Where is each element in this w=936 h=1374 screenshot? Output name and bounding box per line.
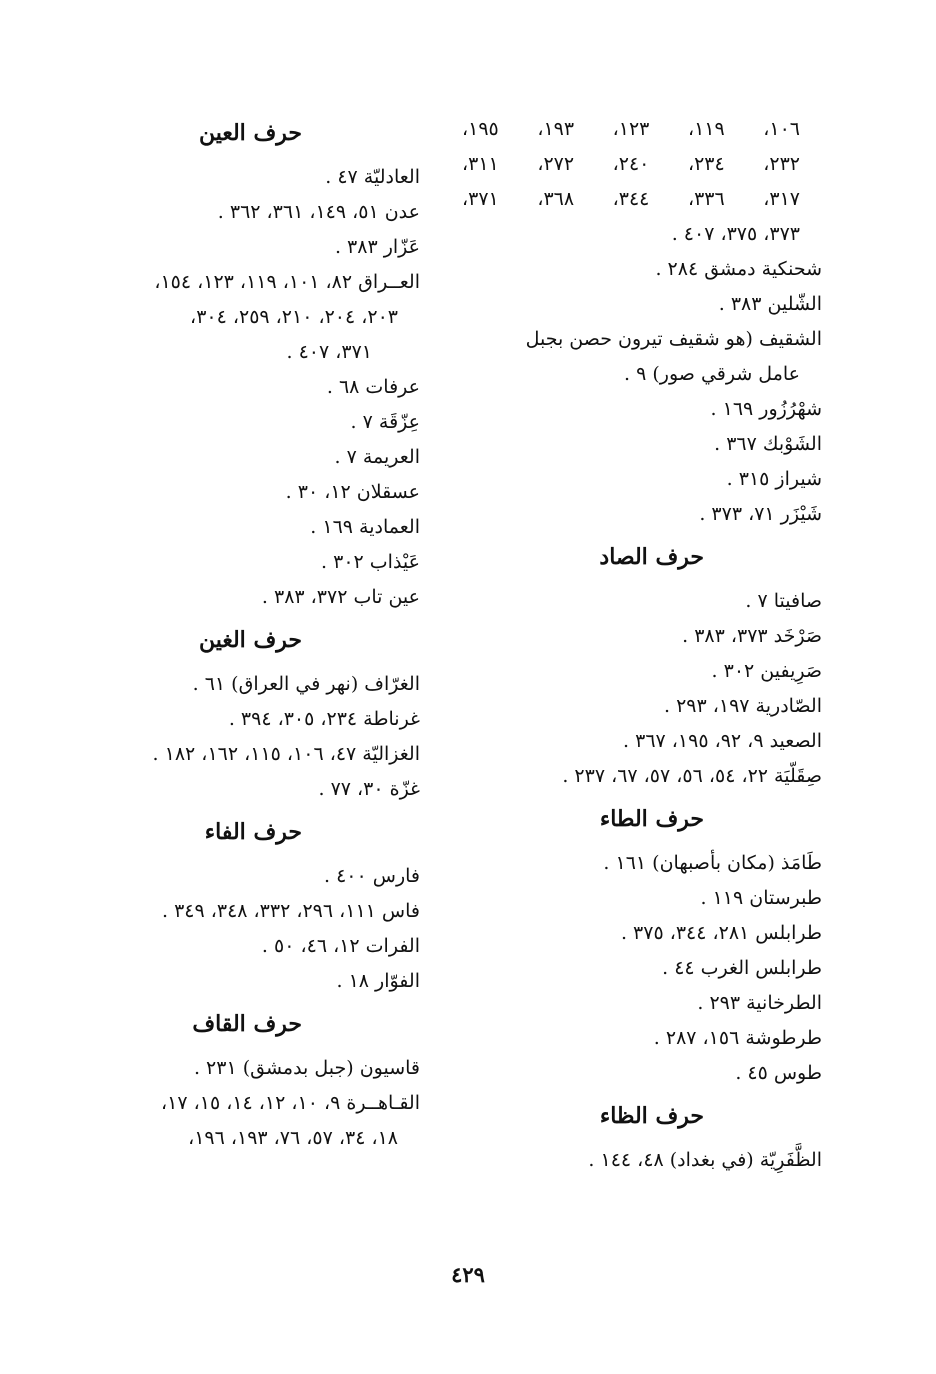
index-entry: الفوّار ١٨ . — [336, 970, 420, 992]
section-heading-za: حرف الظاء — [599, 1103, 704, 1129]
index-entry: شَيْزَر ٧١، ٣٧٣ . — [699, 503, 822, 525]
index-line: ١٠٦، ١١٩، ١٢٣، ١٩٣، ١٩٥، — [462, 118, 801, 140]
index-entry: الشَوْبك ٣٦٧ . — [714, 433, 822, 455]
index-entry: الفرات ١٢، ٤٦، ٥٠ . — [261, 935, 420, 957]
index-entry: صِقَلّيَة ٢٢، ٥٤، ٥٦، ٥٧، ٦٧، ٢٣٧ . — [562, 765, 822, 787]
index-entry: فاس ١١١، ٢٩٦، ٣٣٢، ٣٤٨، ٣٤٩ . — [161, 900, 420, 922]
index-entry: طبرستان ١١٩ . — [700, 887, 822, 909]
index-entry: صَرْخَد ٣٧٣، ٣٨٣ . — [682, 625, 822, 647]
index-entry: العادليّة ٤٧ . — [325, 166, 420, 188]
index-entry: الظَّفَرِيّة (في بغداد) ٤٨، ١٤٤ . — [588, 1149, 822, 1171]
index-entry: عَيْذاب ٣٠٢ . — [321, 551, 420, 573]
index-entry: طوس ٤٥ . — [735, 1062, 822, 1084]
index-entry: الطرخانية ٢٩٣ . — [697, 992, 822, 1014]
index-entry-continuation: عامل شرقي صور) ٩ . — [624, 363, 800, 385]
index-entry: عين تاب ٣٧٢، ٣٨٣ . — [261, 586, 420, 608]
index-entry: فارس ٤٠٠ . — [324, 865, 420, 887]
index-entry: غرناطة ٢٣٤، ٣٠٥، ٣٩٤ . — [228, 708, 420, 730]
section-heading-qaf: حرف القاف — [192, 1011, 302, 1037]
index-entry: عِزّقَة ٧ . — [350, 411, 420, 433]
index-entry-continuation: ٢٠٣، ٢٠٤، ٢١٠، ٢٥٩، ٣٠٤، — [190, 306, 398, 328]
index-entry: العمادية ١٦٩ . — [310, 516, 420, 538]
index-line: ٣١٧، ٣٣٦، ٣٤٤، ٣٦٨، ٣٧١، — [462, 188, 801, 210]
index-entry: العــراق ٨٢، ١٠١، ١١٩، ١٢٣، ١٥٤، — [154, 271, 420, 293]
index-entry: طرطوشة ١٥٦، ٢٨٧ . — [653, 1027, 822, 1049]
index-entry: طَامَذ (مكان بأصبهان) ١٦١ . — [603, 852, 822, 874]
section-heading-sad: حرف الصاد — [599, 544, 704, 570]
section-heading-fa: حرف الفاء — [204, 819, 302, 845]
index-entry: عدن ٥١، ١٤٩، ٣٦١، ٣٦٢ . — [217, 201, 420, 223]
left-column — [70, 112, 420, 1156]
index-entry: الشقيف (هو شقيف تيرون حصن بجبل — [525, 328, 822, 350]
index-entry: عَزّار ٣٨٣ . — [334, 236, 420, 258]
index-entry: الصعيد ٩، ٩٢، ١٩٥، ٣٦٧ . — [623, 730, 822, 752]
index-entry: شحنكية دمشق ٢٨٤ . — [655, 258, 822, 280]
index-entry: القـاهــرة ٩، ١٠، ١٢، ١٤، ١٥، ١٧، — [161, 1092, 420, 1114]
index-entry-continuation: ١٨، ٣٤، ٥٧، ٧٦، ١٩٣، ١٩٦، — [188, 1127, 398, 1149]
index-entry: الصّادرية ١٩٧، ٢٩٣ . — [664, 695, 822, 717]
index-line: ٢٣٢، ٢٣٤، ٢٤٠، ٢٧٢، ٣١١، — [462, 153, 801, 175]
index-entry: عسقلان ١٢، ٣٠ . — [285, 481, 420, 503]
index-entry: طرابلس ٢٨١، ٣٤٤، ٣٧٥ . — [620, 922, 822, 944]
index-entry: صَرِيفين ٣٠٢ . — [711, 660, 822, 682]
index-entry: صافيتا ٧ . — [745, 590, 822, 612]
index-entry: العريمة ٧ . — [334, 446, 420, 468]
index-entry: قاسيون (جبل بدمشق) ٢٣١ . — [193, 1057, 420, 1079]
page-number: ٤٢٩ — [451, 1262, 485, 1287]
section-heading-ghain: حرف الغين — [198, 627, 302, 653]
index-line: ٣٧٣، ٣٧٥، ٤٠٧ . — [671, 223, 800, 245]
index-entry: طرابلس الغرب ٤٤ . — [662, 957, 822, 979]
index-entry-continuation: ٣٧١، ٤٠٧ . — [286, 341, 372, 363]
index-entry: الغرّاف (نهر في العراق) ٦١ . — [192, 673, 420, 695]
index-entry: الغزاليّة ٤٧، ١٠٦، ١١٥، ١٦٢، ١٨٢ . — [152, 743, 420, 765]
index-entry: عرفات ٦٨ . — [326, 376, 420, 398]
right-column — [462, 112, 822, 1178]
section-heading-ta: حرف الطاء — [599, 806, 704, 832]
index-entry: الشّلين ٣٨٣ . — [718, 293, 822, 315]
index-entry: غزّة ٣٠، ٧٧ . — [318, 778, 420, 800]
section-heading-ain: حرف العين — [198, 120, 302, 146]
index-entry: شيراز ٣١٥ . — [726, 468, 822, 490]
index-entry: شهْرُزُور ١٦٩ . — [710, 398, 822, 420]
